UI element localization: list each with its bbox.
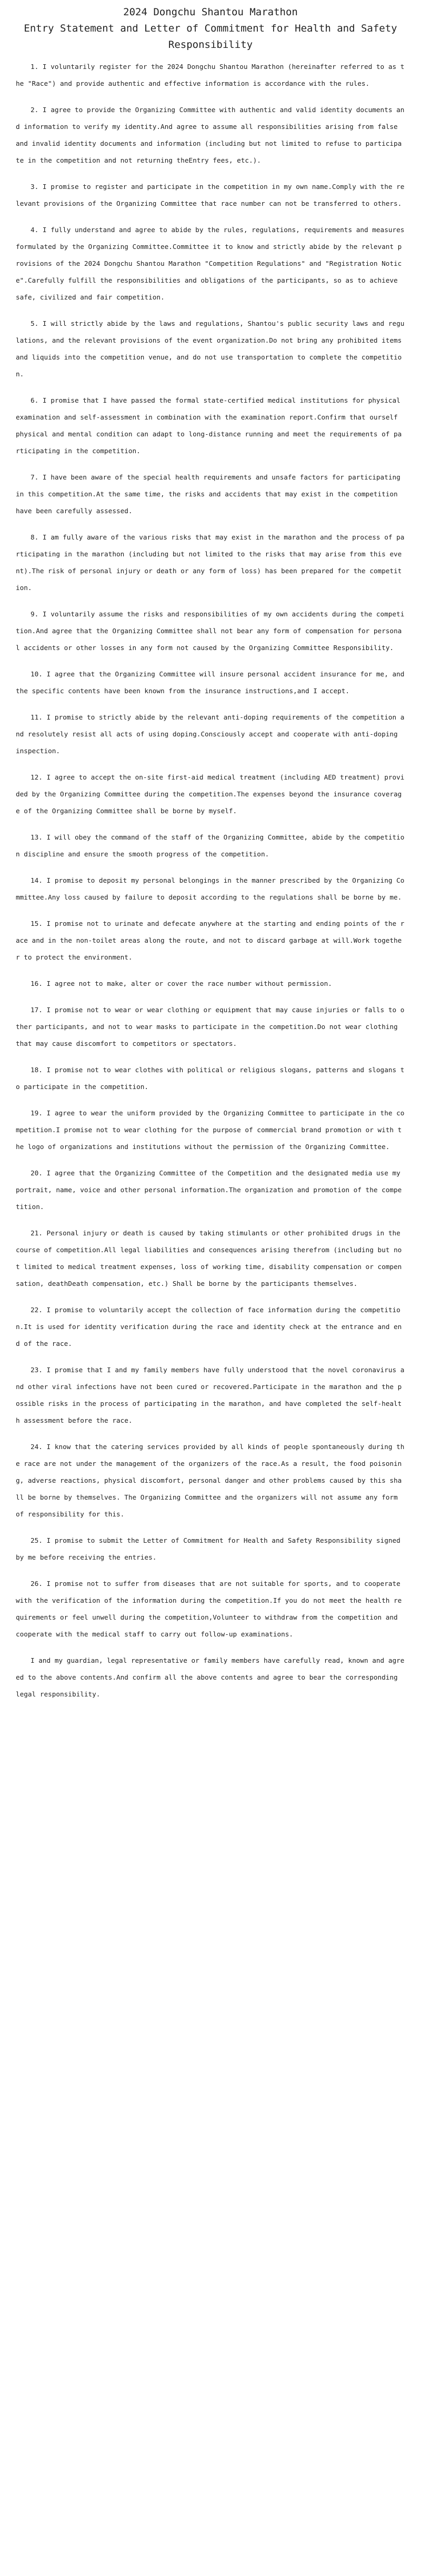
- clause-paragraph: I and my guardian, legal representative or family members have carefully read, known and agreed to the above contents.And confirm all the above contents and agree to bear the corresponding legal responsibility.: [16, 1656, 405, 1698]
- clause-paragraph: 22. I promise to voluntarily accept the collection of face information during the competition.It is used for identity verification during the race and identity check at the entrance and end of the race.: [16, 1306, 402, 1347]
- clause-paragraph: 11. I promise to strictly abide by the relevant anti-doping requirements of the competition and resolutely resist all acts of using doping.Consciously accept and cooperate with anti-doping inspection.: [16, 713, 405, 755]
- title-line-1: 2024 Dongchu Shantou Marathon: [123, 6, 298, 18]
- clause-paragraph: 5. I will strictly abide by the laws and regulations, Shantou's public security laws and regulations, and the relevant provisions of the event organization.Do not bring any prohibited items and liquids into the competition venue, and do not use transportation to complete the competition.: [16, 319, 405, 378]
- title-line-2: Entry Statement and Letter of Commitment for Health and Safety Responsibility: [24, 23, 397, 51]
- clause-paragraph: 20. I agree that the Organizing Committee of the Competition and the designated media use my portrait, name, voice and other personal information.The organization and promotion of the competition.: [16, 1169, 402, 1211]
- clause-paragraph: 15. I promise not to urinate and defecate anywhere at the starting and ending points of the race and in the non-toilet areas along the route, and not to discard garbage at will.Work together to protect the environment.: [16, 920, 405, 961]
- clause-paragraph: 17. I promise not to wear or wear clothing or equipment that may cause injuries or falls to other participants, and not to wear masks to participate in the competition.Do not wear clothing that may cause discomfort to competitors or spectators.: [16, 1006, 405, 1047]
- clause-paragraph: 2. I agree to provide the Organizing Committee with authentic and valid identity documents and information to verify my identity.And agree to assume all responsibilities arising from false and invalid identity documents and information (including but not limited to refuse to participate in the competition and not returning theEntry fees, etc.).: [16, 106, 405, 164]
- document-title: [16, 4, 405, 53]
- clause-paragraph: 3. I promise to register and participate in the competition in my own name.Comply with the relevant provisions of the Organizing Committee that race number can not be transferred to others.: [16, 183, 405, 207]
- clause-paragraph: 24. I know that the catering services provided by all kinds of people spontaneously during the race are not under the management of the organizers of the race.As a result, the food poisoning, adverse reactions, physical discomfort, personal danger and other problems caused by this shall be borne by themselves. The Organizing Committee and the organizers will not assume any form of responsibility for this.: [16, 1443, 405, 1518]
- clause-paragraph: 12. I agree to accept the on-site first-aid medical treatment (including AED treatment) provided by the Organizing Committee during the competition.The expenses beyond the insurance coverage of the Organizing Committee shall be borne by myself.: [16, 773, 405, 815]
- clause-paragraph: 7. I have been aware of the special health requirements and unsafe factors for participating in this competition.At the same time, the risks and accidents that may exist in the competition have been carefully assessed.: [16, 473, 400, 515]
- clause-paragraph: 4. I fully understand and agree to abide by the rules, regulations, requirements and measures formulated by the Organizing Committee.Committee it to know and strictly abide by the relevant provisions of the 2024 Dongchu Shantou Marathon "Competition Regulations" and "Registration Notice".Carefully fulfill the responsibilities and obligations of the participants, so as to achieve safe, civilized and fair competition.: [16, 226, 405, 301]
- clause-paragraph: 26. I promise not to suffer from diseases that are not suitable for sports, and to cooperate with the verification of the information during the competition.If you do not meet the health requirements or feel unwell during the competition,Volunteer to withdraw from the competition and cooperate with the medical staff to carry out follow-up examinations.: [16, 1580, 402, 1638]
- clause-paragraph: 9. I voluntarily assume the risks and responsibilities of my own accidents during the competition.And agree that the Organizing Committee shall not bear any form of compensation for personal accidents or other losses in any form not caused by the Organizing Committee Responsibility.: [16, 610, 405, 652]
- clause-paragraph: 6. I promise that I have passed the formal state-certified medical institutions for physical examination and self-assessment in combination with the examination report.Confirm that ourself physical and mental condition can adapt to long-distance running and meet the requirements of participating in the competition.: [16, 396, 402, 455]
- clauses-list: [16, 58, 405, 1703]
- clause-paragraph: 18. I promise not to wear clothes with political or religious slogans, patterns and slogans to participate in the competition.: [16, 1066, 405, 1091]
- clause-paragraph: 16. I agree not to make, alter or cover the race number without permission.: [31, 980, 332, 987]
- clause-paragraph: 19. I agree to wear the uniform provided by the Organizing Committee to participate in the competition.I promise not to wear clothing for the purpose of commercial brand promotion or with the logo of organizations and institutions without the permission of the Organizing Committee.: [16, 1109, 405, 1151]
- clause-paragraph: 1. I voluntarily register for the 2024 Dongchu Shantou Marathon (hereinafter referred to as the "Race") and provide authentic and effective information is accordance with the rules.: [16, 63, 405, 87]
- clause-paragraph: 8. I am fully aware of the various risks that may exist in the marathon and the process of participating in the marathon (including but not limited to the risks that may arise from this event).The risk of personal injury or death or any form of loss) has been prepared for the competition.: [16, 533, 405, 592]
- clause-paragraph: 10. I agree that the Organizing Committee will insure personal accident insurance for me, and the specific contents have been known from the insurance instructions,and I accept.: [16, 670, 405, 695]
- clause-paragraph: 14. I promise to deposit my personal belongings in the manner prescribed by the Organizing Committee.Any loss caused by failure to deposit according to the regulations shall be borne by me.: [16, 876, 405, 901]
- clause-paragraph: 25. I promise to submit the Letter of Commitment for Health and Safety Responsibility signed by me before receiving the entries.: [16, 1536, 400, 1561]
- clause-paragraph: 13. I will obey the command of the staff of the Organizing Committee, abide by the competition discipline and ensure the smooth progress of the competition.: [16, 833, 405, 858]
- clause-paragraph: 23. I promise that I and my family members have fully understood that the novel coronavirus and other viral infections have not been cured or recovered.Participate in the marathon and the possible risks in the process of participating in the marathon, and have completed the self-health assessment before the race.: [16, 1366, 405, 1424]
- clause-paragraph: 21. Personal injury or death is caused by taking stimulants or other prohibited drugs in the course of competition.All legal liabilities and consequences arising therefrom (including but not limited to medical treatment expenses, loss of working time, disability compensation or compensation, deathDeath compensation, etc.) Shall be borne by the participants themselves.: [16, 1229, 402, 1287]
